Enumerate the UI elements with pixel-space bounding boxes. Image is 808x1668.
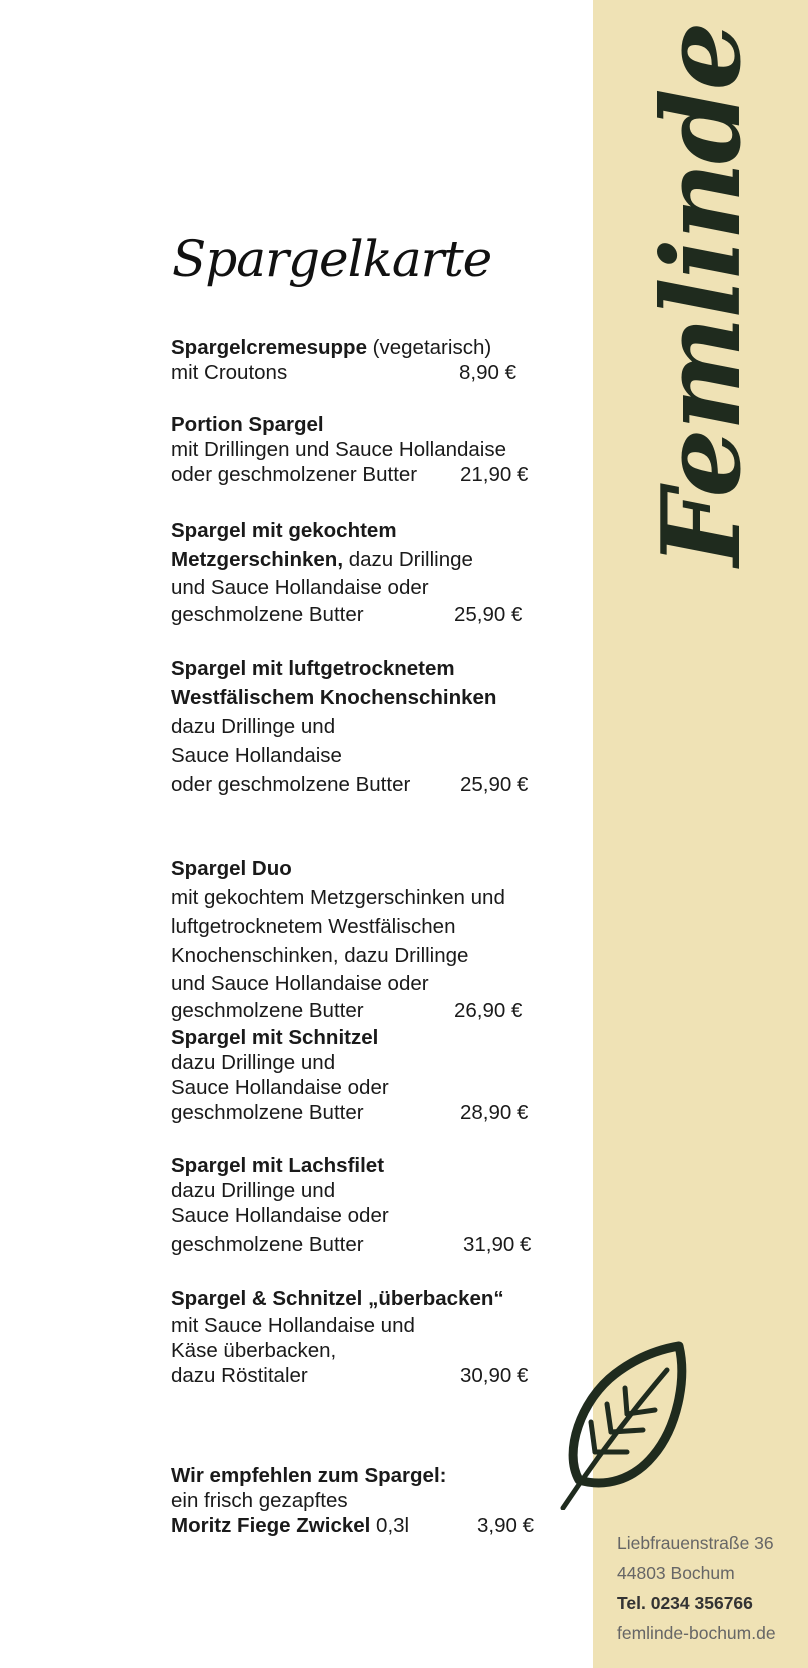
recommendation-heading: Wir empfehlen zum Spargel: xyxy=(171,1464,447,1487)
item-description: luftgetrocknetem Westfälischen xyxy=(171,915,456,938)
item-description: mit gekochtem Metzgerschinken und xyxy=(171,886,505,909)
item-description: und Sauce Hollandaise oder xyxy=(171,576,429,599)
recommendation-size: 0,3l xyxy=(370,1514,410,1537)
menu-item xyxy=(171,412,571,487)
item-description: geschmolzene Butter xyxy=(171,603,364,626)
page-title: Spargelkarte xyxy=(172,230,492,288)
item-price: 8,90 € xyxy=(459,361,516,384)
item-description: oder geschmolzene Butter xyxy=(171,773,411,796)
item-name: Spargel Duo xyxy=(171,857,292,880)
item-price: 28,90 € xyxy=(460,1101,529,1124)
item-name-suffix: (vegetarisch) xyxy=(366,336,492,359)
item-description: geschmolzene Butter xyxy=(171,1101,364,1124)
recommendation-price: 3,90 € xyxy=(477,1514,534,1537)
item-description: dazu Röstitaler xyxy=(171,1364,308,1387)
item-price: 25,90 € xyxy=(454,603,523,626)
item-description: geschmolzene Butter xyxy=(171,1233,364,1256)
item-name: Spargelcremesuppe xyxy=(171,336,367,359)
item-description: dazu Drillinge und xyxy=(171,715,336,738)
item-description: mit Drillingen und Sauce Hollandaise xyxy=(171,438,507,461)
item-description: oder geschmolzener Butter xyxy=(171,463,418,486)
item-description: dazu Drillinge und xyxy=(171,1179,336,1202)
recommendation-beer: Moritz Fiege Zwickel xyxy=(171,1514,371,1537)
menu-item xyxy=(171,516,571,627)
item-name: Portion Spargel xyxy=(171,413,324,436)
address-street: Liebfrauenstraße 36 xyxy=(617,1533,774,1553)
menu-item xyxy=(171,335,571,385)
address-block xyxy=(617,1528,802,1648)
item-name: Spargel mit Schnitzel xyxy=(171,1026,379,1049)
item-description: Sauce Hollandaise xyxy=(171,744,342,767)
address-phone: Tel. 0234 356766 xyxy=(617,1593,753,1613)
item-name: Spargel mit luftgetrocknetem xyxy=(171,657,455,680)
menu-item xyxy=(171,1153,571,1257)
item-price: 26,90 € xyxy=(454,999,523,1022)
item-description: mit Sauce Hollandaise und xyxy=(171,1314,415,1337)
address-city: 44803 Bochum xyxy=(617,1563,735,1583)
item-description: geschmolzene Butter xyxy=(171,999,364,1022)
item-description: mit Croutons xyxy=(171,361,288,384)
item-name: Spargel mit Lachsfilet xyxy=(171,1154,385,1177)
item-price: 30,90 € xyxy=(460,1364,529,1387)
menu-item xyxy=(171,1025,571,1125)
menu-item xyxy=(171,1286,571,1388)
item-description: Käse überbacken, xyxy=(171,1339,337,1362)
address-website: femlinde-bochum.de xyxy=(617,1623,776,1643)
item-price: 31,90 € xyxy=(463,1233,532,1256)
item-name-suffix: dazu Drillinge xyxy=(343,548,473,571)
item-name-line2: Westfälischem Knochenschinken xyxy=(171,686,497,709)
menu-item xyxy=(171,854,571,1023)
leaf-logo-icon xyxy=(555,1340,695,1510)
item-name: Spargel mit gekochtem xyxy=(171,519,397,542)
recommendation xyxy=(171,1463,571,1538)
brand-wordmark: Femlinde xyxy=(639,23,765,567)
item-name: Spargel & Schnitzel „überbacken“ xyxy=(171,1287,504,1310)
item-description: Sauce Hollandaise oder xyxy=(171,1204,389,1227)
item-description: und Sauce Hollandaise oder xyxy=(171,972,429,995)
item-description: Knochenschinken, dazu Drillinge xyxy=(171,944,469,967)
item-name-line2: Metzgerschinken, xyxy=(171,548,344,571)
item-price: 25,90 € xyxy=(460,773,529,796)
item-description: Sauce Hollandaise oder xyxy=(171,1076,389,1099)
brand-logo xyxy=(639,23,765,567)
item-price: 21,90 € xyxy=(460,463,529,486)
recommendation-line: ein frisch gezapftes xyxy=(171,1489,348,1512)
menu-item xyxy=(171,654,571,799)
item-description: dazu Drillinge und xyxy=(171,1051,336,1074)
